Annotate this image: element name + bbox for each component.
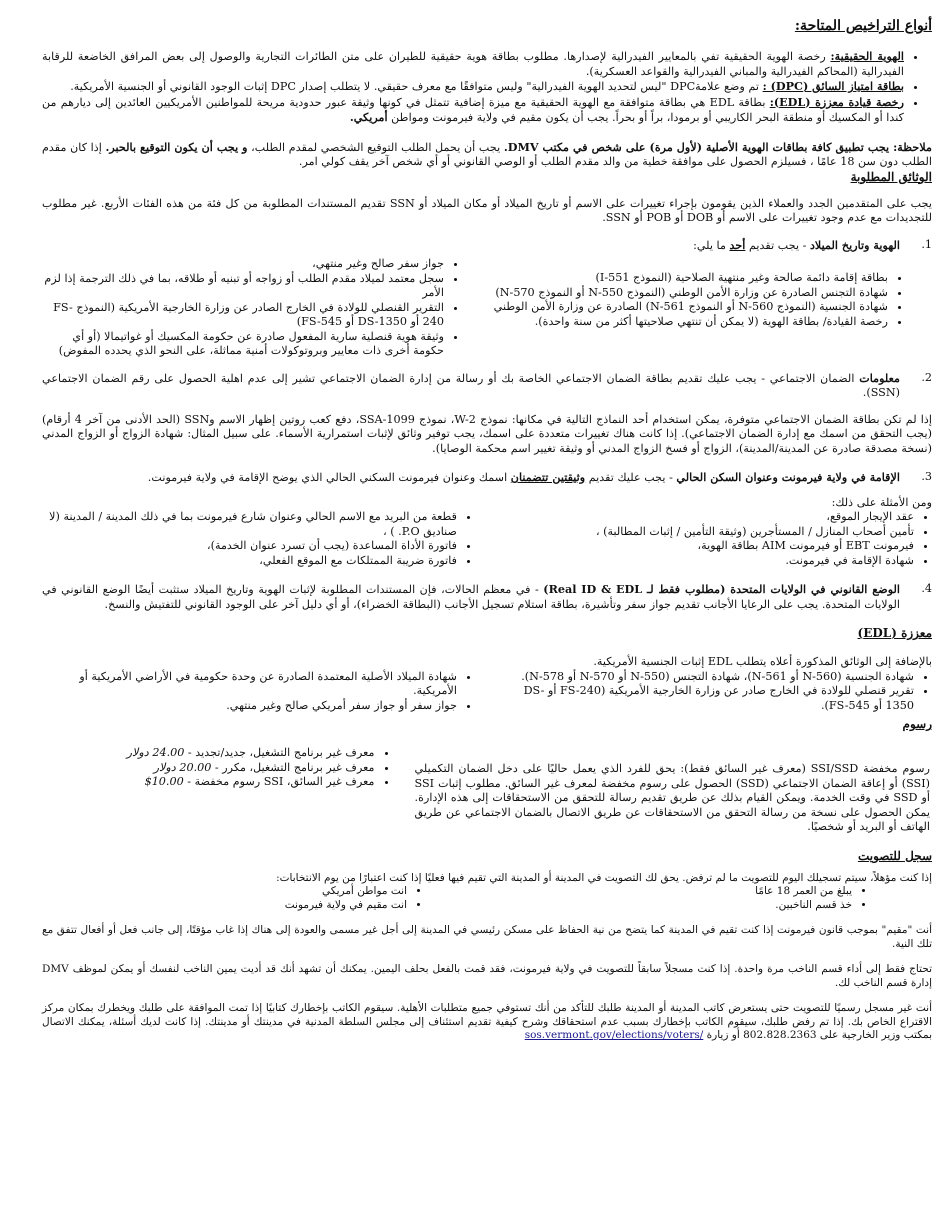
fee-item: • معرف غير برنامج التشغيل، جديد/تجديد - 24.00 دولار — [42, 746, 375, 761]
fees-paragraph: رسوم مخفضة SSI/SSD (معرف غير السائق فقط): يحق للفرد الذي يعمل حاليًا على دخل الضمان التكميلي (SSI) أو إعاقة الضمان الاجتماعي (SSD) الحصول على رسوم مخفضة لمعرف غير السائق. مطلوب إثبات SSI أو SSD في وقت الخدمة. ويمكن القيام بذلك عن طريق تقديم رسالة للتحقق من الاستحقاقات إلى هذه الإدارة. يمكن الحصول على نسخة من رسالة التحقق من الاستحقاقات عن طريق الاتصال بالضمان الاجتماعي عن طريق الهاتف أو البريد أو شخصيًا. — [414, 762, 931, 833]
edl-left-list — [42, 670, 475, 714]
voting-link[interactable]: sos.vermont.gov/elections/voters/ — [524, 1029, 704, 1041]
section-2: 2. معلومات الضمان الاجتماعي - يجب عليك تقديم بطاقة الضمان الاجتماعي الخاصة بك أو رسالة من إدارة الضمان الاجتماعي تشير إلى عدم اهلية الحصول على رقم الضمان الاجتماعي (SSN). — [42, 370, 932, 399]
note-paragraph: ملاحظة: يجب تطبيق كافة بطاقات الهوية الأصلية (لأول مرة) على شخص في مكتب DMV. يجب أن يحمل الطلب التوقيع الشخصي لمقدم الطلب، و يجب أن يكون التوقيع بالحبر. إذا كان مقدم الطلب دون سن 18 عامًا ، فسيلزم الحصول على موافقة خطية من والد مقدم الطلب أو الوصي القانوني أو أي شخص آخر يقف كولي امر. — [42, 139, 933, 168]
voting-lists — [42, 885, 932, 912]
required-docs-heading: الوثائق المطلوبة — [850, 169, 932, 184]
section-3-right-list — [499, 510, 932, 568]
section-1-lists — [42, 257, 932, 359]
fees-list — [42, 746, 397, 835]
license-types-list — [42, 49, 932, 126]
edl-intro: بالإضافة إلى الوثائق المذكورة أعلاه يتطلب EDL إثبات الجنسية الأمريكية. — [593, 655, 932, 668]
voting-oath-paragraph: تحتاج فقط إلى أداء قسم الناخب مرة واحدة. إذا كنت مسجلاً سابقاً للتصويت في ولاية فيرمونت، فقد قمت بالفعل بحلف اليمين. يمكنك أن تشهد أنك قد أديت يمين الناخب لنفسك أو يمكن لموظف DMV إدارة قسم الناخب لك. — [42, 963, 932, 989]
list-item: • انت مواطن أمريكي — [42, 885, 407, 899]
list-item: • التقرير القنصلي للولادة في الخارج الصادر عن وزارة الخارجية الأمريكية (النموذج FS-240 أو DS-1350 أو FS-545) — [42, 301, 444, 330]
list-item: • يبلغ من العمر 18 عامًا — [487, 885, 852, 899]
list-item: • قطعة من البريد مع الاسم الحالي وعنوان شارع فيرمونت بما في ذلك المدينة / المدينة (لا صناديق P.O. ) ، — [42, 510, 457, 539]
section-1: 1. الهوية وتاريخ الميلاد - يجب تقديم أحد ما يلي: — [693, 237, 932, 252]
section-3: 3. الإقامة في ولاية فيرمونت وعنوان السكن الحالي - يجب عليك تقديم وثيقتين تتضمنان اسمك وعنوان فيرمونت السكني الحالي الذي يوضح الإقامة في ولاية فيرمونت. — [147, 470, 932, 484]
voting-resident-paragraph: أنت "مقيم" بموجب قانون فيرمونت إذا كنت تقيم في المدينة كما يتضح من نية الحفاظ على مسكن رئيسي في المدينة إلى أجل غير مسمى والعودة إلى هناك إذا غاب مؤقتًا، إلى جانب فعل أو أفعال تتفق مع تلك النية. — [42, 924, 932, 950]
list-item: • عقد الإيجار الموقع، — [499, 510, 914, 525]
license-type-real-id: • الهوية الحقيقية: رخصة الهوية الحقيقية تفي بالمعايير الفيدرالية لإصدارها. مطلوب بطاقة هوية حقيقية للطيران على متن الطائرات التجارية والوصول إلى بعض المرافق الخاضعة للرقابة الفيدرالية (المحاكم الفيدرالية والمباني الفيدرالية والقواعد العسكرية). — [42, 49, 904, 79]
voting-registration-paragraph: أنت غير مسجل رسميًا للتصويت حتى يستعرض كاتب المدينة أو المدينة طلبك للتأكد من أنك تستوفي جميع متطلبات الأهلية. سيقوم الكاتب بإخطارك كتابيًا إذا تمت الموافقة على طلبك ويخطرك بمكان مركز الاقتراع الخاص بك. إذا تم رفض طلبك، سيقوم الكاتب بإخطارك بسبب عدم استحقاقك وشرح كيفية تقديم استئناف إلى مجلس السلطة المدنية في مدينتك أو مدينتك. إذا كانت لديك أسئلة، يمكنك الاتصال بمكتب وزير الخارجية على 802.828.2363 أو زيارة sos.vermont.gov/elections/voters/ — [42, 1002, 932, 1041]
list-item: • جواز سفر صالح وغير منتهي، — [42, 257, 444, 272]
list-item: • جواز سفر أو جواز سفر أمريكي صالح وغير منتهي. — [42, 699, 457, 714]
voting-intro: إذا كنت مؤهلاً، سيتم تسجيلك اليوم للتصويت ما لم ترفض. يحق لك التصويت في المدينة أو المدينة التي تقيم فيها فعليًا إذا كنت اعتبارًا من يوم الانتخابات: — [276, 871, 932, 884]
license-type-edl: • رخصة قيادة معززة (EDL): بطاقة EDL هي بطاقة متوافقة مع الهوية الحقيقية مع ميزة إضافية تتمثل في كونها وثيقة عبور حدودية مريحة للمواطنين الأمريكيين العائدين إلى ديارهم من كندا أو المكسيك أو منطقة البحر الكاريبي أو برمودا، براً أو بحراً. يجب أن يكون مقيم في ولاية فيرمونت ومواطن أمريكي. — [42, 95, 904, 126]
license-type-dpc: • بطاقة امتياز السائق (DPC) : تم وضع علامةDPC "ليس لتحديد الهوية الفيدرالية" وليس متوافقًا مع معرف حقيقي. لا يتطلب إصدار DPC إثبات الوجود القانوني أو الجنسية الأمريكية. — [42, 79, 904, 95]
section-1-right-list — [486, 257, 906, 359]
list-item: • شهادة الجنسية (النموذج N-560 أو النموذج N-561) الصادرة عن وزارة الأمن الوطني — [486, 300, 888, 315]
edl-lists — [42, 670, 932, 714]
section-2-paragraph: إذا لم تكن بطاقة الضمان الاجتماعي متوفرة، يمكن استخدام أحد النماذج التالية في مكانها: نموذج W-2، نموذج SSA-1099، دفع كعب روتين إظهار الاسم وSSN (الحد الأدنى من آخر 4 أرقام) (يجب التحقق من اسمك مع إدارة الضمان الاجتماعي). إذا كانت هناك تغييرات متعددة على اسمك، يجب توفير وثائق لإثبات استمرارية الأسماء. على سبيل المثال: شهادة الزواج أو الزواج المدني (نسخة مصدقة صادرة عن المدينة/المدينة)، الزواج أو فسخ الزواج المدني أو وثيقة تغيير اسم محكمة الوصايا). — [42, 412, 932, 455]
list-item: • شهادة الجنسية (N-560 أو N-561)، شهادة التجنس (N-550 أو N-570 أو N-578). — [499, 670, 914, 685]
list-item: • شهادة الميلاد الأصلية المعتمدة الصادرة عن وحدة حكومية في الأراضي الأمريكية أو الأمريكية. — [42, 670, 457, 699]
list-item: • خذ قسم الناخبين. — [487, 899, 852, 913]
required-docs-intro: يجب على المتقدمين الجدد والعملاء الذين يقومون بإجراء تغييرات على الاسم أو تاريخ الميلاد أو مكان الميلاد أو SSN تقديم المستندات المطلوبة من كل فئة من هذه الفئات الأربع. غير مطلوب للتجديدات مع عدم وجود تغييرات على الاسم أو DOB أو POB أو SSN. — [42, 196, 932, 224]
page-title: أنواع التراخيص المتاحة: — [794, 18, 932, 34]
voting-left-list — [42, 885, 427, 912]
section-1-left-list — [42, 257, 462, 359]
list-item: • بطاقة إقامة دائمة صالحة وغير منتهية الصلاحية (النموذج I-551) — [486, 271, 888, 286]
section-4: 4. الوضع القانوني في الولايات المتحدة (مطلوب فقط لـ Real ID & EDL) - في معظم الحالات، فإن المستندات المطلوبة لإثبات الهوية وتاريخ الميلاد ستثبت أيضًا الوضع القانوني في الولايات المتحدة. يجب على الرعايا الأجانب تقديم جواز سفر وتأشيرة، بطاقة استلام تسجيل الأجانب (البطاقة الخضراء)، أو أي دليل آخر على الوجود القانوني للتفتيش والنسخ. — [42, 582, 932, 611]
list-item: • تأمين أصحاب المنازل / المستأجرين (وثيقة التأمين / إثبات المطالبة) ، — [499, 525, 914, 540]
list-item: • شهادة الإقامة في فيرمونت. — [499, 554, 914, 569]
edl-heading: معززة (EDL) — [857, 626, 932, 640]
list-item: • فاتورة الأداة المساعدة (يجب أن تسرد عنوان الخدمة)، — [42, 539, 457, 554]
fee-item: • معرف غير السائق، SSI رسوم مخفضة - 10.00$ — [42, 775, 375, 790]
voting-right-list — [487, 885, 872, 912]
list-item: • انت مقيم في ولاية فيرمونت — [42, 899, 407, 913]
list-item: • تقرير قنصلي للولادة في الخارج صادر عن وزارة الخارجية الأمريكية (FS-240 أو DS-1350 أو FS-545). — [499, 684, 914, 713]
list-item: • سجل معتمد لميلاد مقدم الطلب أو زواجه أو تبنيه أو طلاقه، بما في ذلك الترجمة إذا لزم الأمر — [42, 272, 444, 301]
fees-heading: رسوم — [902, 717, 932, 731]
fees-section — [42, 746, 932, 835]
section-3-left-list — [42, 510, 475, 568]
section-3-examples-label: ومن الأمثلة على ذلك: — [831, 495, 932, 509]
list-item: • فاتورة ضريبة الممتلكات مع الموقع الفعلي، — [42, 554, 457, 569]
list-item: • فيرمونت EBT أو فيرمونت AIM بطاقة الهوية، — [499, 539, 914, 554]
list-item: • وثيقة هوية قنصلية سارية المفعول صادرة عن حكومة المكسيك أو غواتيمالا (أو أي حكومة أخرى ذات معايير وبروتوكولات أمنية مماثلة، على النحو الذي يحدده المفوض) — [42, 330, 444, 359]
list-item: • رخصة القيادة/ بطاقة الهوية (لا يمكن أن تنتهي صلاحيتها أكثر من سنة واحدة). — [486, 315, 888, 330]
list-item: • شهادة التجنس الصادرة عن وزارة الأمن الوطني (النموذج N-550 أو النموذج N-570) — [486, 286, 888, 301]
fee-item: • معرف غير برنامج التشغيل، مكرر - 20.00 دولار — [42, 761, 375, 776]
section-3-lists — [42, 510, 932, 568]
voting-heading: سجل للتصويت — [857, 848, 932, 863]
edl-right-list — [499, 670, 932, 714]
